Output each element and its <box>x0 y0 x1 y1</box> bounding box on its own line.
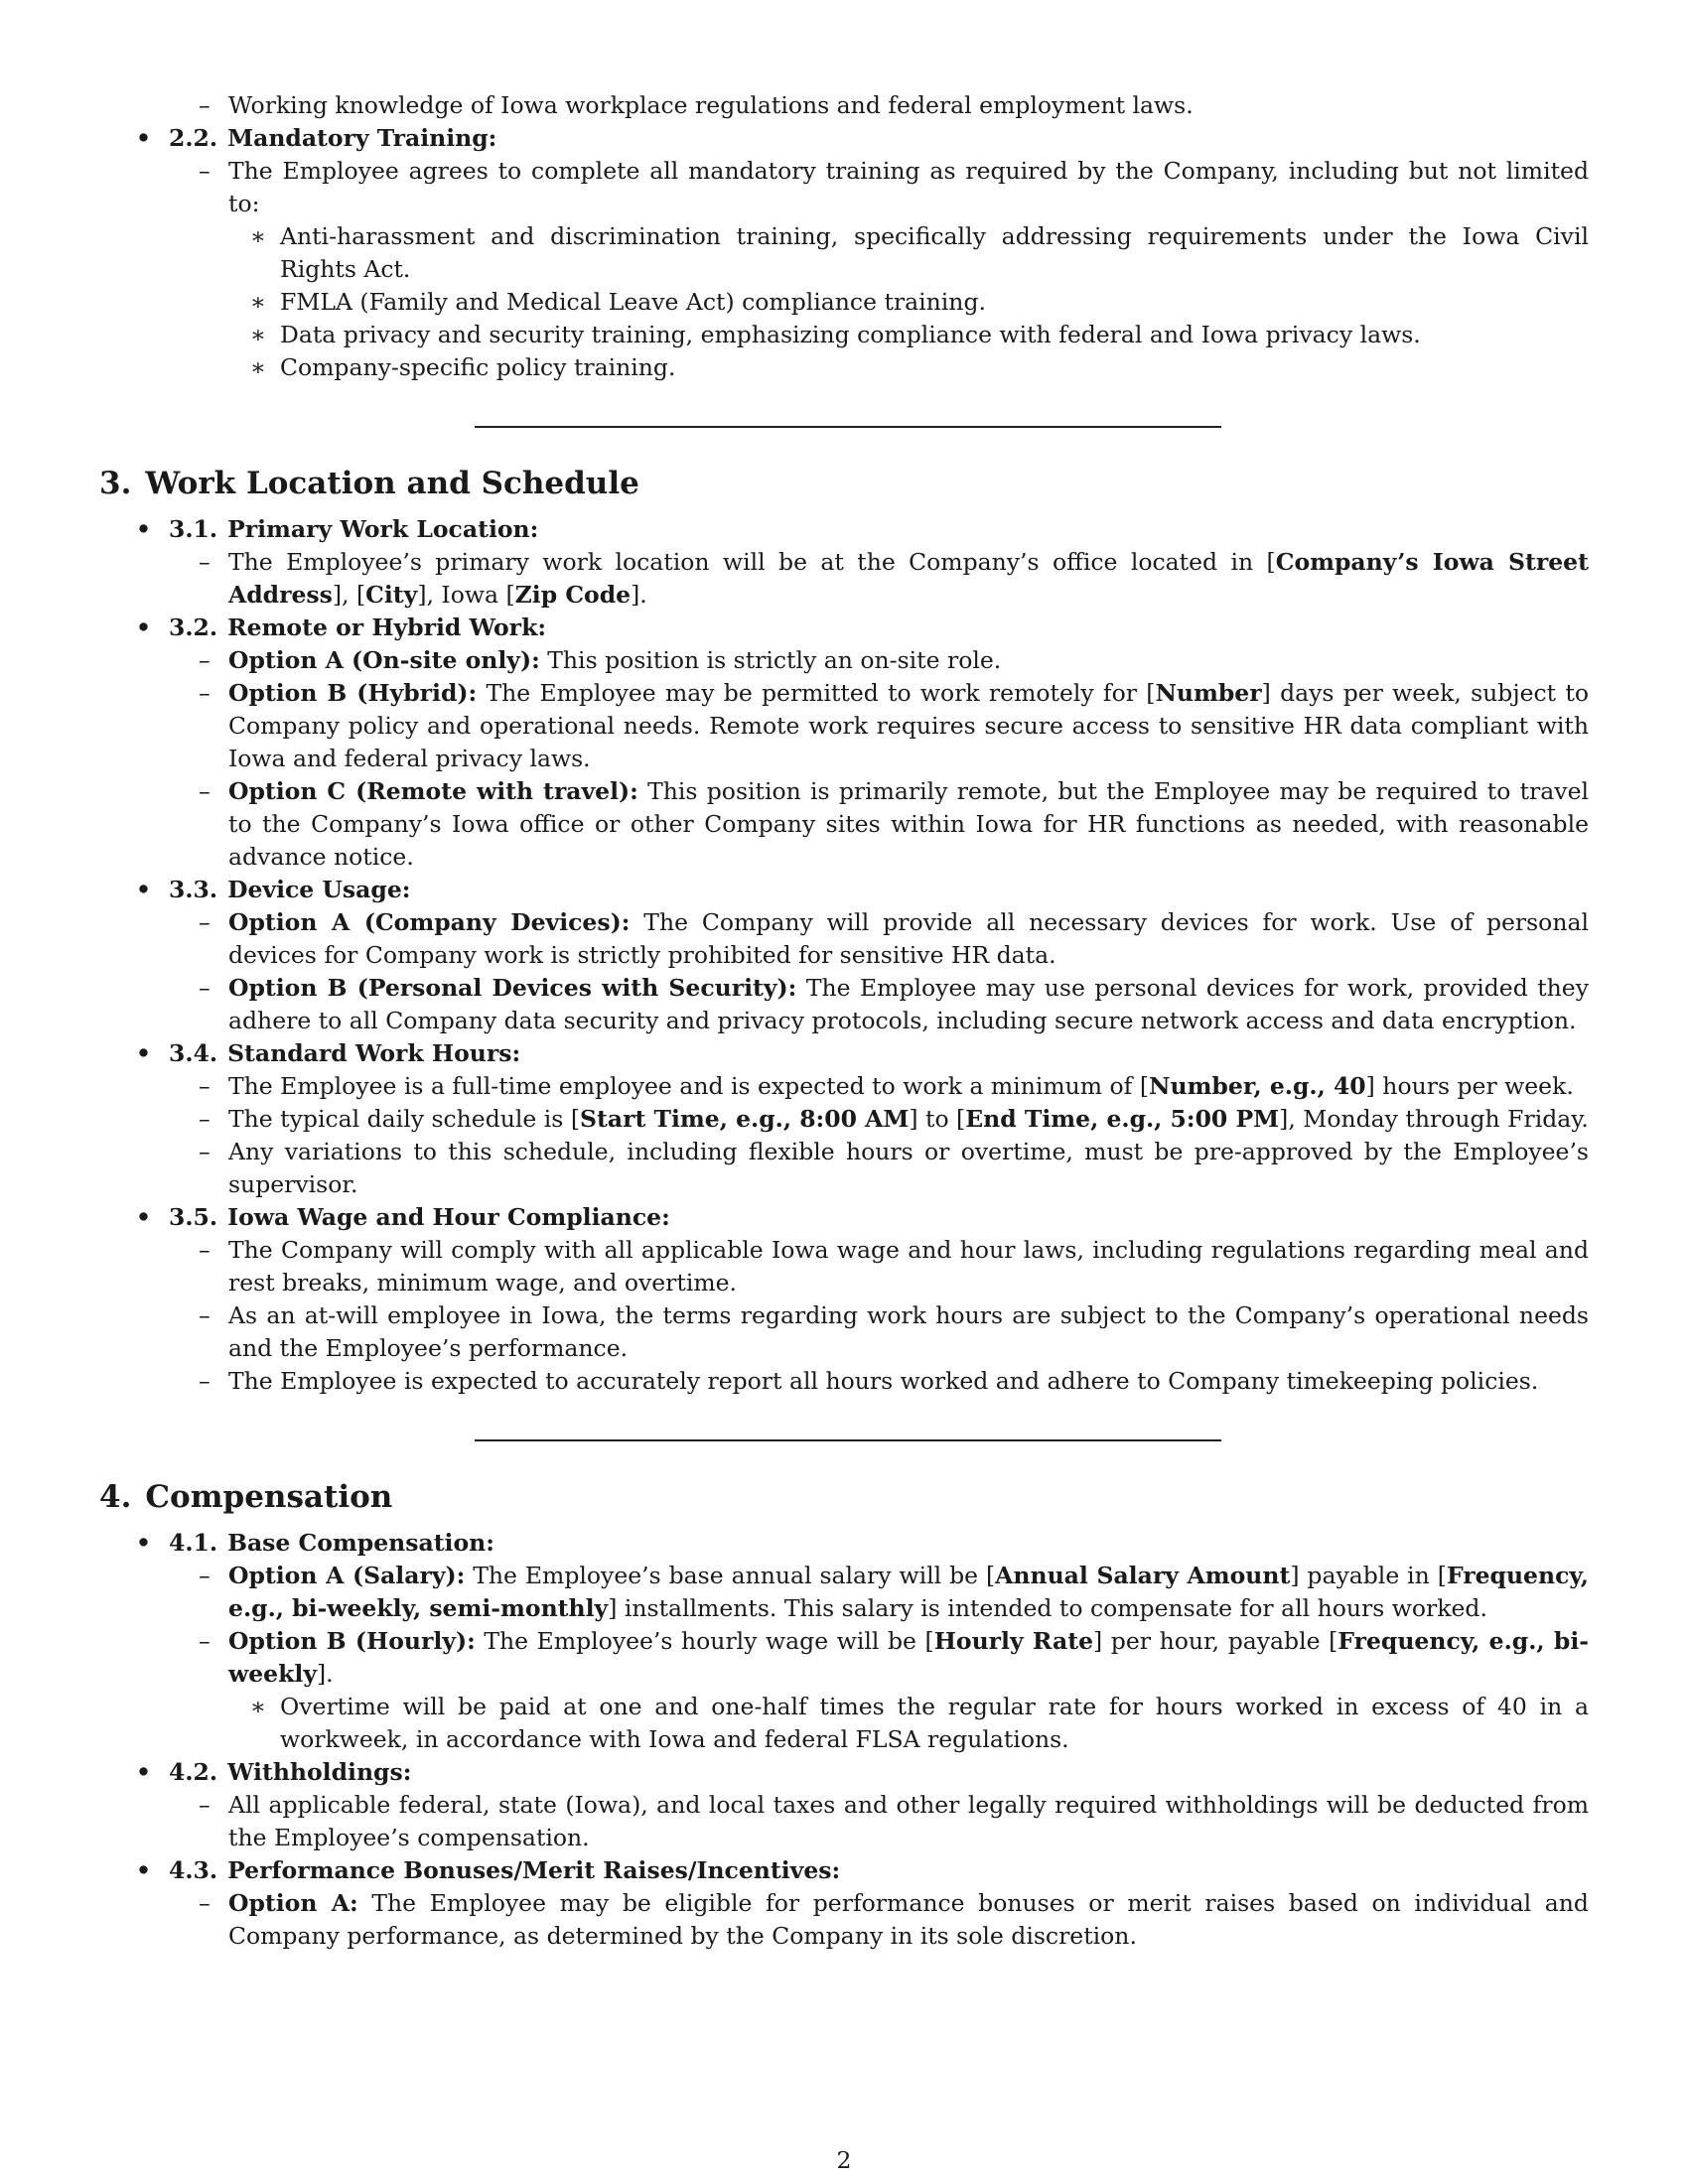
list-item: – The Employee is expected to accurately report all hours worked and adhere to Company timekeeping policies. <box>199 1367 1539 1395</box>
subsection-heading: • 3.5. Iowa Wage and Hour Compliance: <box>99 1201 1589 1234</box>
list-item: – The Employee is a full-time employee and is expected to work a minimum of [Number, e.g., 40] hours per week. <box>199 1072 1574 1100</box>
subsection-heading: • 3.2. Remote or Hybrid Work: <box>99 612 1589 644</box>
list-item: – Option C (Remote with travel): This position is primarily remote, but the Employee may be required to travel to the Company’s Iowa office or other Company sites within Iowa for HR functions as needed, with reasonable advance notice. <box>199 777 1589 871</box>
sub-list-item: ∗ Anti-harassment and discrimination training, specifically addressing requirements under the Iowa Civil Rights Act. <box>250 222 1589 283</box>
subsection-heading: • 2.2. Mandatory Training: <box>99 122 1589 155</box>
list-item: – Option A: The Employee may be eligible for performance bonuses or merit raises based on individual and Company performance, as determined by the Company in its sole discretion. <box>199 1889 1589 1950</box>
list-item: – Option B (Hourly): The Employee’s hourly wage will be [Hourly Rate] per hour, payable [Frequency, e.g., bi-weekly]. <box>199 1627 1589 1688</box>
list-item: – Option A (Company Devices): The Company will provide all necessary devices for work. Use of personal devices for Company work is strictly prohibited for sensitive HR data. <box>199 908 1589 969</box>
list-item: – Option A (Salary): The Employee’s base annual salary will be [Annual Salary Amount] payable in [Frequency, e.g., bi-weekly, semi-monthly] installments. This salary is intended to compensate for all hours worked. <box>199 1562 1589 1622</box>
section-heading-compensation: 4. Compensation <box>99 1479 393 1515</box>
list-item: – All applicable federal, state (Iowa), and local taxes and other legally required withholdings will be deducted from the Employee’s compensation. <box>199 1791 1589 1851</box>
section-heading-work-location: 3. Work Location and Schedule <box>99 466 639 501</box>
sub-list-item: ∗ Overtime will be paid at one and one-half times the regular rate for hours worked in excess of 40 in a workweek, in accordance with Iowa and federal FLSA regulations. <box>250 1693 1589 1753</box>
subsection-heading: • 3.3. Device Usage: <box>99 874 1589 906</box>
list-item: – The typical daily schedule is [Start Time, e.g., 8:00 AM] to [End Time, e.g., 5:00 PM], Monday through Friday. <box>199 1105 1589 1133</box>
list-item: – Option A (On-site only): This position is strictly an on-site role. <box>199 646 1002 674</box>
list-item: – Any variations to this schedule, including flexible hours or overtime, must be pre-approved by the Employee’s supervisor. <box>199 1138 1589 1198</box>
subsection-heading: • 4.3. Performance Bonuses/Merit Raises/Incentives: <box>99 1854 1589 1887</box>
list-item: – Option B (Hybrid): The Employee may be permitted to work remotely for [Number] days per week, subject to Company policy and operational needs. Remote work requires secure access to sensitive HR data compliant with Iowa and federal privacy laws. <box>199 679 1589 772</box>
subsection-heading: • 4.2. Withholdings: <box>99 1756 1589 1789</box>
sub-list-item: ∗ FMLA (Family and Medical Leave Act) compliance training. <box>250 288 986 316</box>
subsection-heading: • 4.1. Base Compensation: <box>99 1527 1589 1560</box>
subsection-heading: • 3.1. Primary Work Location: <box>99 513 1589 546</box>
list-item: – Working knowledge of Iowa workplace regulations and federal employment laws. <box>199 91 1194 119</box>
document-body <box>99 89 1589 1953</box>
list-item: – As an at-will employee in Iowa, the terms regarding work hours are subject to the Company’s operational needs and the Employee’s performance. <box>199 1301 1589 1362</box>
section-divider <box>99 1398 1589 1479</box>
subsection-heading: • 3.4. Standard Work Hours: <box>99 1037 1589 1070</box>
section-divider <box>99 384 1589 466</box>
sub-list-item: ∗ Data privacy and security training, emphasizing compliance with federal and Iowa privacy laws. <box>250 321 1421 348</box>
page-number: 2 <box>836 2146 852 2174</box>
list-item: – The Employee agrees to complete all mandatory training as required by the Company, including but not limited to: <box>199 157 1589 217</box>
sub-list-item: ∗ Company-specific policy training. <box>250 353 676 381</box>
list-item: – The Company will comply with all applicable Iowa wage and hour laws, including regulations regarding meal and rest breaks, minimum wage, and overtime. <box>199 1236 1589 1297</box>
list-item: – Option B (Personal Devices with Security): The Employee may use personal devices for work, provided they adhere to all Company data security and privacy protocols, including secure network access and data encryption. <box>199 974 1589 1034</box>
list-item: – The Employee’s primary work location will be at the Company’s office located in [Company’s Iowa Street Address], [City], Iowa [Zip Code]. <box>199 548 1589 609</box>
